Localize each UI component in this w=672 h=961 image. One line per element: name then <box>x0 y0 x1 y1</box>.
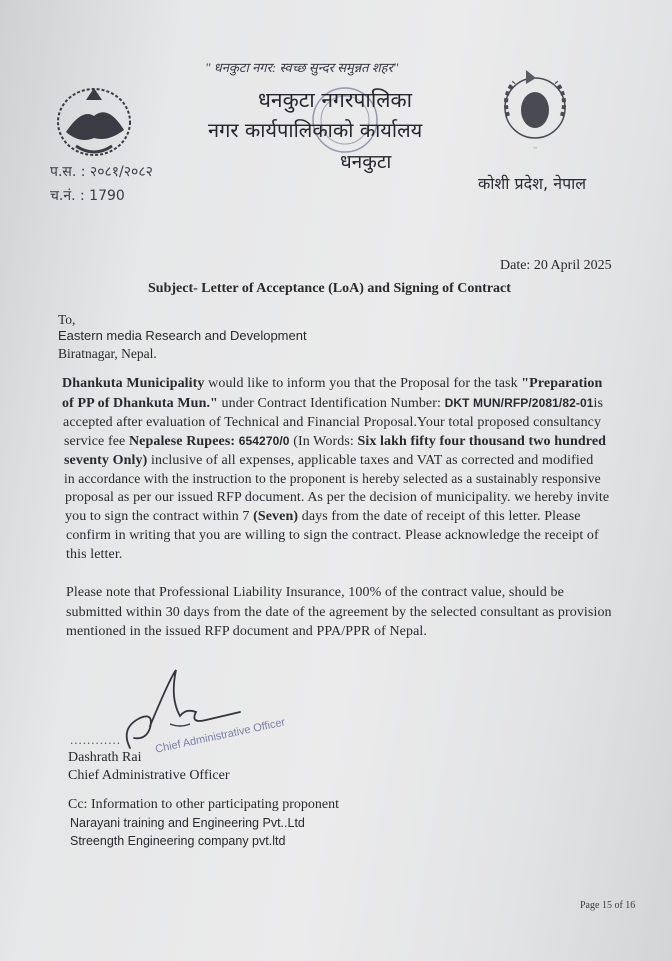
paragraph-1-line: you to sign the contract within 7 (Seven) days from the date of receipt of this letter. Please <box>65 509 581 524</box>
municipality-name: धनकुटा नगरपालिका <box>258 88 413 112</box>
letter-date: Date: 20 April 2025 <box>500 258 612 273</box>
paragraph-2-line: mentioned in the issued RFP document and PPA/PPR of Nepal. <box>66 624 427 639</box>
cc-item: Streength Engineering company pvt.ltd <box>70 834 286 848</box>
province-label: कोशी प्रदेश, नेपाल <box>478 174 587 193</box>
dispatch-number: च.नं. : 1790 <box>50 188 125 204</box>
paragraph-1-line: accepted after evaluation of Technical and Financial Proposal.Your total proposed consultancy <box>63 415 602 430</box>
paragraph-1-line: in accordance with the instruction to the proponent is hereby selected as a sustainably responsive <box>64 471 601 486</box>
signatory-title: Chief Administrative Officer <box>68 768 230 783</box>
paragraph-2-line: submitted within 30 days from the date of the agreement by the selected consultant as provision <box>66 605 612 620</box>
municipality-logo-icon <box>488 66 582 162</box>
paragraph-1-line: this letter. <box>66 547 123 562</box>
paragraph-1-line: proposal as per our issued RFP document. As per the decision of municipality. we hereby invite <box>65 490 610 505</box>
paragraph-1-line: Dhankuta Municipality would like to inform you that the Proposal for the task "Preparation <box>62 376 603 391</box>
paragraph-1-line: of PP of Dhankuta Mun." under Contract Identification Number: DKT MUN/RFP/2081/82-01is <box>62 396 604 411</box>
paragraph-1-line: seventy Only) inclusive of all expenses, applicable taxes and VAT as corrected and modified <box>64 453 594 468</box>
municipality-tagline: " धनकुटा नगर: स्वच्छ सुन्दर समुन्नत शहर" <box>205 60 399 75</box>
letter-subject: Subject- Letter of Acceptance (LoA) and Signing of Contract <box>148 281 511 296</box>
signatory-name: Dashrath Rai <box>68 750 142 765</box>
cc-item: Narayani training and Engineering Pvt..Ltd <box>70 816 305 830</box>
svg-text:~: ~ <box>533 146 537 152</box>
signature-line: ............ <box>70 732 121 747</box>
paragraph-1-line: service fee Nepalese Rupees: 654270/0 (In Words: Six lakh fifty four thousand two hundred <box>64 434 607 449</box>
officer-stamp-text: Chief Administrative Officer <box>154 716 287 756</box>
office-name: नगर कार्यपालिकाको कार्यालय <box>208 118 423 142</box>
cc-heading: Cc: Information to other participating proponent <box>68 797 339 812</box>
paragraph-2-line: Please note that Professional Liability Insurance, 100% of the contract value, should be <box>66 585 564 600</box>
office-place: धनकुटा <box>340 151 392 173</box>
page-number: Page 15 of 16 <box>580 900 636 911</box>
recipient-city: Biratnagar, Nepal. <box>58 346 157 361</box>
paragraph-1-line: confirm in writing that you are willing to sign the contract. Please acknowledge the receipt of <box>66 528 599 543</box>
fiscal-year-ref: प.स. : २०८१/२०८२ <box>50 164 153 180</box>
recipient-name: Eastern media Research and Development <box>58 328 307 343</box>
nepal-emblem-icon <box>52 80 136 160</box>
salutation-to: To, <box>58 312 76 327</box>
